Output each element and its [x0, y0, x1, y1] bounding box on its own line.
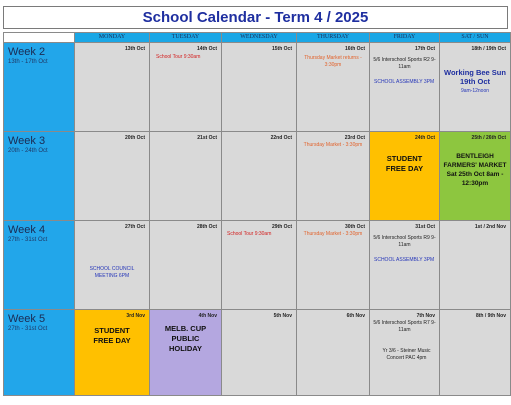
day-header-tuesday: TUESDAY: [150, 33, 222, 43]
event-school-assembly: SCHOOL ASSEMBLY 3PM: [374, 257, 435, 263]
week-range: 13th - 17th Oct: [8, 59, 48, 65]
date-label: 16th Oct: [344, 46, 365, 52]
day-header-wednesday: WEDNESDAY: [222, 33, 297, 43]
week-label: [4, 221, 75, 310]
week-label: [4, 132, 75, 221]
event-thursday-market: Thursday Market - 3:30pm: [303, 142, 363, 148]
date-label: 8th / 9th Nov: [475, 313, 506, 319]
week-name: Week 4: [8, 224, 46, 236]
event-school-assembly: SCHOOL ASSEMBLY 3PM: [374, 79, 435, 85]
event-music-concert: Yr 3/6 - Steiner Music Concert PAC 4pm: [382, 348, 431, 361]
date-label: 14th Oct: [196, 46, 217, 52]
day-cell[interactable]: [222, 310, 297, 396]
event-school-council: SCHOOL COUNCIL MEETING 6PM: [89, 266, 135, 279]
date-label: 29th Oct: [271, 224, 292, 230]
day-cell[interactable]: [150, 310, 222, 396]
day-cell[interactable]: [222, 221, 297, 310]
week-name: Week 5: [8, 313, 46, 325]
week-name: Week 2: [8, 46, 46, 58]
event-interschool-sports: 5/6 Interschool Sports R2 9-11am: [373, 57, 436, 70]
event-working-bee-time: 9am-12noon: [460, 88, 490, 94]
day-cell[interactable]: [75, 221, 150, 310]
date-label: 18th / 19th Oct: [471, 46, 506, 52]
event-interschool-sports: 5/6 Interschool Sports R7 9-11am: [373, 320, 436, 333]
calendar-title: School Calendar - Term 4 / 2025: [3, 6, 508, 29]
event-student-free-day: STUDENT FREE DAY: [93, 326, 131, 345]
day-cell[interactable]: [370, 43, 440, 132]
day-cell[interactable]: [370, 310, 440, 396]
event-interschool-sports: 5/6 Interschool Sports R9 9-11am: [373, 235, 436, 248]
date-label: 21st Oct: [197, 135, 217, 141]
day-cell[interactable]: [297, 221, 370, 310]
day-cell[interactable]: [297, 132, 370, 221]
event-melb-cup-holiday: MELB. CUP PUBLIC HOLIDAY: [164, 324, 207, 353]
corner-cell: [4, 33, 75, 43]
day-header-thursday: THURSDAY: [297, 33, 370, 43]
day-cell[interactable]: [150, 132, 222, 221]
date-label: 30th Oct: [344, 224, 365, 230]
day-cell[interactable]: [440, 132, 511, 221]
event-thursday-market: Thursday Market returns - 3:30pm: [304, 55, 362, 68]
date-label: 6th Nov: [346, 313, 365, 319]
day-cell[interactable]: [222, 132, 297, 221]
day-cell[interactable]: [440, 310, 511, 396]
day-header-friday: FRIDAY: [370, 33, 440, 43]
day-cell[interactable]: [150, 221, 222, 310]
day-cell[interactable]: [75, 310, 150, 396]
day-cell[interactable]: [297, 43, 370, 132]
week-label: [4, 310, 75, 396]
date-label: 15th Oct: [271, 46, 292, 52]
day-header-weekend: SAT / SUN: [440, 33, 511, 43]
date-label: 25th / 26th Oct: [471, 135, 506, 141]
week-label: [4, 43, 75, 132]
date-label: 17th Oct: [414, 46, 435, 52]
date-label: 7th Nov: [416, 313, 435, 319]
event-school-tour: School Tour 9:30am: [227, 231, 272, 237]
week-range: 27th - 31st Oct: [8, 237, 48, 243]
event-school-tour: School Tour 9:30am: [156, 54, 201, 60]
date-label: 27th Oct: [124, 224, 145, 230]
day-cell[interactable]: [370, 221, 440, 310]
date-label: 23rd Oct: [344, 135, 365, 141]
day-header-monday: MONDAY: [75, 33, 150, 43]
day-cell[interactable]: [440, 221, 511, 310]
event-farmers-market: BENTLEIGH FARMERS' MARKET Sat 25th Oct 8am - 12:30pm: [443, 153, 507, 187]
day-cell[interactable]: [297, 310, 370, 396]
date-label: 24th Oct: [414, 135, 435, 141]
date-label: 28th Oct: [196, 224, 217, 230]
day-cell[interactable]: [370, 132, 440, 221]
date-label: 13th Oct: [124, 46, 145, 52]
week-range: 27th - 31st Oct: [8, 326, 48, 332]
date-label: 22nd Oct: [270, 135, 292, 141]
date-label: 20th Oct: [124, 135, 145, 141]
calendar-grid: [3, 32, 511, 396]
day-cell[interactable]: [150, 43, 222, 132]
date-label: 31st Oct: [415, 224, 435, 230]
day-cell[interactable]: [222, 43, 297, 132]
event-working-bee: Working Bee Sun 19th Oct: [444, 68, 506, 86]
day-cell[interactable]: [75, 132, 150, 221]
week-name: Week 3: [8, 135, 46, 147]
event-thursday-market: Thursday Market - 3:30pm: [303, 231, 363, 237]
date-label: 3rd Nov: [126, 313, 145, 319]
week-range: 20th - 24th Oct: [8, 148, 48, 154]
date-label: 1st / 2nd Nov: [474, 224, 506, 230]
date-label: 4th Nov: [198, 313, 217, 319]
event-student-free-day: STUDENT FREE DAY: [385, 154, 424, 173]
day-cell[interactable]: [440, 43, 511, 132]
date-label: 5th Nov: [273, 313, 292, 319]
day-cell[interactable]: [75, 43, 150, 132]
